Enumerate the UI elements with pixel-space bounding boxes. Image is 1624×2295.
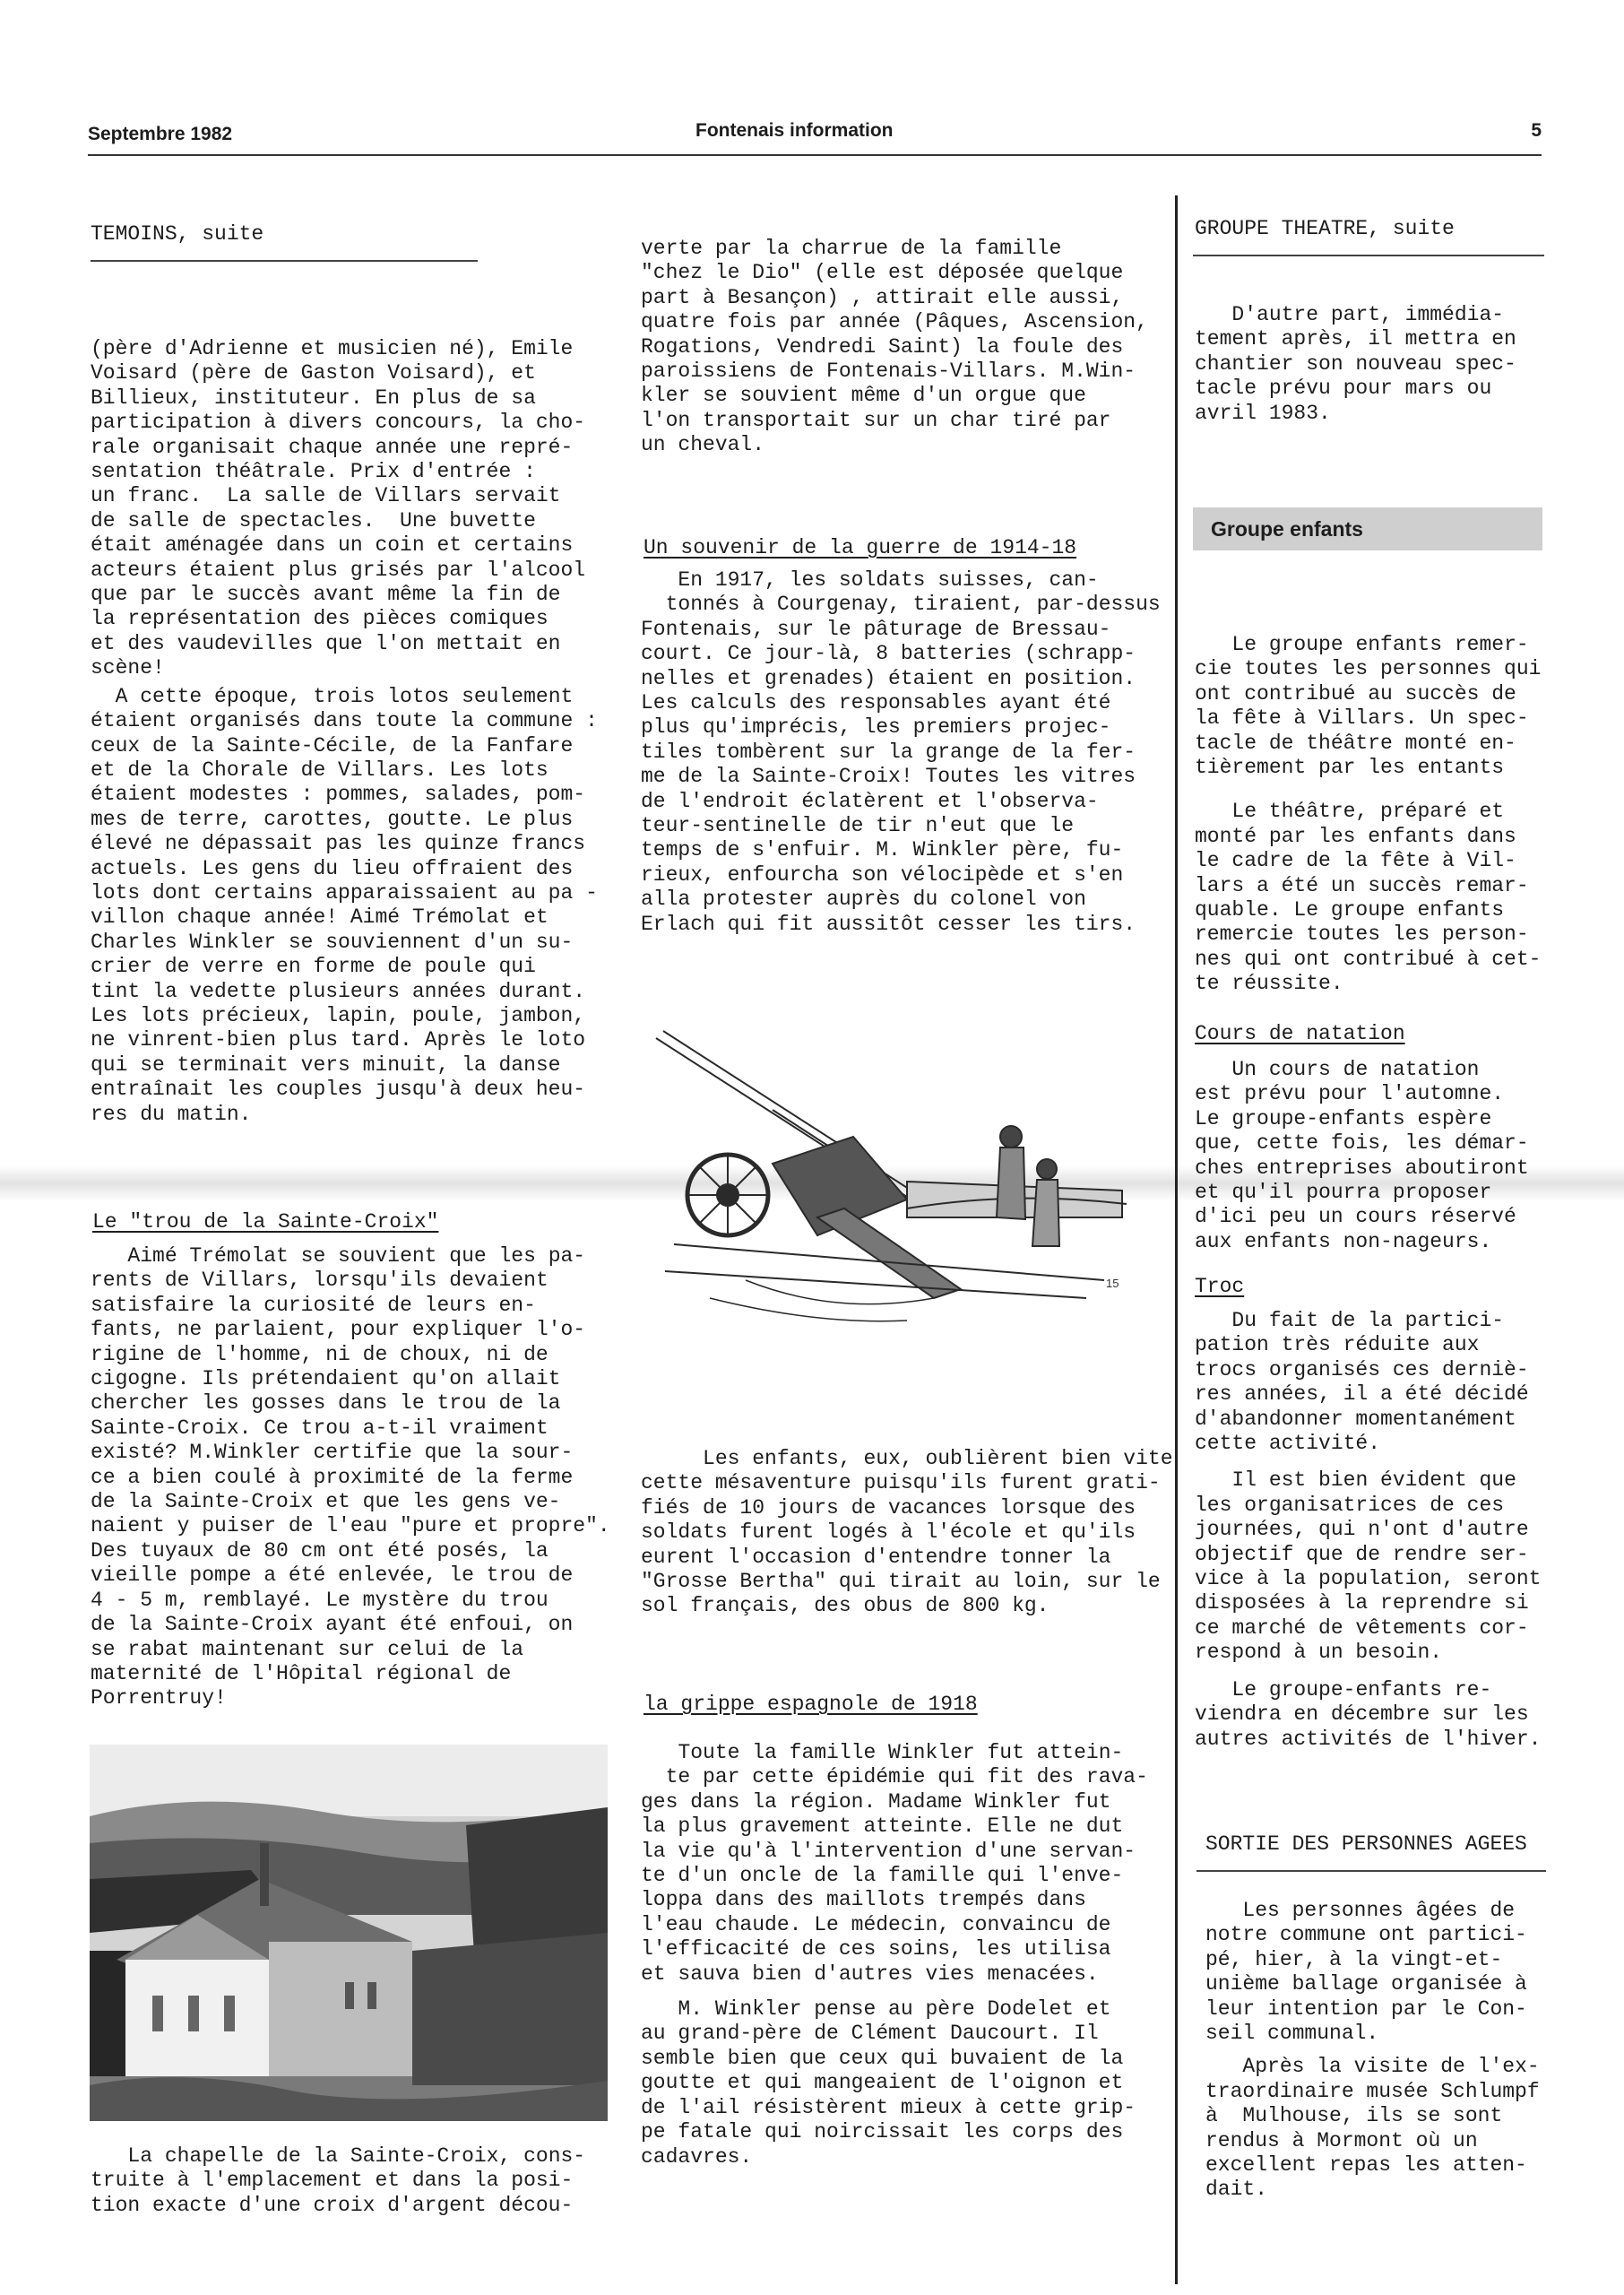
theatre-heading: GROUPE THEATRE, suite [1195, 217, 1455, 240]
paragraph: (père d'Adrienne et musicien né), Emile Voisard (père de Gaston Voisard), et Billieux, instituteur. En plus de sa participation à divers concours, la cho- rale organisait chaque année une repré- sentation théâtrale. Prix d'entrée : un franc. La salle de Villars servait de salle de spectacles. Une buvette était aménagée dans un coin et certains acteurs étaient plus grisés par l'alcool que par le succès avant même la fin de la représentation des pièces comiques et des vaudevilles que l'on mettait en scène! [91, 337, 586, 680]
badge-label: Groupe enfants [1211, 517, 1363, 541]
heading-rule [1196, 1870, 1546, 1872]
paragraph: Les enfants, eux, oublièrent bien vite cette mésaventure puisqu'ils furent grati- fiés de 10 jours de vacances lorsque des soldats furent logés à l'école et qu'ils eurent l'occasion d'entendre tonner la "Grosse Bertha" qui tirait au loin, sur le sol français, des obus de 800 kg. [641, 1447, 1173, 1618]
guerre-heading: Un souvenir de la guerre de 1914-18 [644, 536, 1077, 559]
natation-text [1195, 1058, 1529, 1254]
temoins-text [91, 337, 598, 1127]
paragraph: Après la visite de l'ex- traordinaire musée Schlumpf à Mulhouse, ils se sont rendus à Mormont où un excellent repas les atten- dait. [1205, 2055, 1540, 2202]
paragraph: Les personnes âgées de notre commune ont partici- pé, hier, à la vingt-et- unième ballage organisée à leur intention par le Con- seil communal. [1205, 1899, 1527, 2046]
enfants-guerre-text [641, 1447, 1173, 1619]
troc-text [1195, 1309, 1541, 1752]
photo-caption [91, 2144, 585, 2218]
paragraph: En 1917, les soldats suisses, can- tonnés à Courgenay, tiraient, par-dessus Fontenais, sur le pâturage de Bressau- court. Ce jour-là, 8 batteries (schrapp- nelles et grenades) étaient en position. Les calculs des responsables ayant été plus qu'imprécis, les premiers projec- tiles tombèrent sur la grange de la fer- me de la Sainte-Croix! Toutes les vitres de l'endroit éclatèrent et l'observa- teur-sentinelle de tir n'eut que le temps de s'enfuir. M. Winkler père, fu- rieux, enfourcha son vélocipède et s'en alla protester auprès du colonel von Erlach qui fit aussitôt cesser les tirs. [641, 568, 1161, 936]
paragraph: Aimé Trémolat se souvient que les pa- rents de Villars, lorsqu'ils devaient satisfaire la curiosité de leurs en- fants, ne parlaient, pour expliquer l'o- rigine de l'homme, ni de choux, ni de cigogne. Ils prétendaient qu'on allait chercher les gosses dans le trou de la Sainte-Croix. Ce trou a-t-il vraiment existé? M.Winkler certifie que la sour- ce a bien coulé à proximité de la ferme de la Sainte-Croix et que les gens ve- naient y puiser de l'eau "pure et propre". Des tuyaux de 80 cm ont été posés, la vieille pompe a été enlevée, le trou de 4 - 5 m, remblayé. Le mystère du trou de la Sainte-Croix ayant été enfoui, on se rabat maintenant sur celui de la maternité de l'Hôpital régional de Porrentruy! [91, 1244, 610, 1710]
newspaper-title: Fontenais information [695, 120, 894, 141]
groupe-enfants-badge [1193, 507, 1542, 550]
page-number: 5 [1531, 120, 1542, 141]
grippe-heading: la grippe espagnole de 1918 [644, 1693, 978, 1716]
agees-text [1205, 1899, 1540, 2203]
paragraph: Il est bien évident que les organisatrices de ces journées, qui n'ont d'autre objectif que de rendre ser- vice à la population, seront disposées à la reprendre si ce marché de vêtements cor- respond à un besoin. [1195, 1468, 1542, 1665]
agees-heading: SORTIE DES PERSONNES AGEES [1205, 1832, 1527, 1856]
column-separator [1175, 195, 1178, 2284]
paragraph: D'autre part, immédia- tement après, il mettra en chantier son nouveau spec- tacle prévu pour mars ou avril 1983. [1195, 303, 1516, 425]
grippe-text [641, 1741, 1148, 2169]
paragraph: verte par la charrue de la famille "chez le Dio" (elle est déposée quelque part à Besançon) , attirait elle aussi, quatre fois par année (Pâques, Ascension, Rogations, Vendredi Saint) la foule des paroissiens de Fontenais-Villars. M.Win- kler se souvient même d'un orgue que l'on transportait sur un char tiré par un cheval. [641, 237, 1148, 457]
paragraph: Un cours de natation est prévu pour l'automne. Le groupe-enfants espère que, cette fois, les démar- ches entreprises aboutiront et qu'il pourra proposer d'ici peu un cours réservé aux enfants non-nageurs. [1195, 1058, 1529, 1253]
paragraph: A cette époque, trois lotos seulement étaient organisés dans toute la commune : ceux de la Sainte-Cécile, de la Fanfare et de la Chorale de Villars. Les lots étaient modestes : pommes, salades, pom- mes de terre, carottes, goutte. Le plus élevé ne dépassait pas les quinze francs actuels. Les gens du lieu offraient des lots dont certains apparaissaient au pa - villon chaque année! Aimé Trémolat et Charles Winkler se souviennent d'un su- crier de verre en forme de poule qui tint la vedette plusieurs années durant. Les lots précieux, lapin, poule, jambon, ne vinrent-bien plus tard. Après le loto qui se terminait vers minuit, la danse entraînait les couples jusqu'à deux heu- res du matin. [91, 684, 598, 1126]
trou-text [91, 1244, 610, 1711]
temoins-heading: TEMOINS, suite [91, 222, 264, 246]
heading-rule [1193, 255, 1544, 256]
paragraph: Le théâtre, préparé et monté par les enfants dans le cadre de la fête à Vil- lars a été un succès remar- quable. Le groupe enfants remercie toutes les person- nes qui ont contribué à cet- te réussite. [1195, 800, 1542, 996]
figure-number: 15 [1106, 1277, 1119, 1290]
trou-heading: Le "trou de la Sainte-Croix" [92, 1210, 439, 1234]
paragraph: Le groupe enfants remer- cie toutes les personnes qui ont contribué au succès de la fête à Villars. Un spec- tacle de théâtre monté en- tièrement par les entants [1195, 633, 1542, 780]
heading-rule [91, 260, 478, 262]
theatre-text [1195, 303, 1516, 426]
cannon-illustration [638, 1011, 1140, 1330]
paragraph: Le groupe-enfants re- viendra en décembre sur les autres activités de l'hiver. [1195, 1677, 1542, 1751]
chapelle-continued [641, 237, 1148, 458]
paragraph: Toute la famille Winkler fut attein- te par cette épidémie qui fit des rava- ges dans la région. Madame Winkler fut la plus gravement atteinte. Elle ne dut la vie qu'à l'intervention d'une servan- te d'un oncle de la famille qui l'enve- loppa dans des maillots trempés dans l'eau chaude. Le médecin, convaincu de l'efficacité de ces soins, les utilisa et sauva bien d'autres vies menacées. [641, 1741, 1148, 1986]
caption: La chapelle de la Sainte-Croix, cons- truite à l'emplacement et dans la posi- tion exacte d'une croix d'argent décou- [91, 2144, 586, 2217]
guerre-text [641, 568, 1161, 937]
natation-heading: Cours de natation [1195, 1022, 1405, 1045]
paragraph: Du fait de la partici- pation très réduite aux trocs organisés ces derniè- res années, il a été décidé d'abandonner momentanément cette activité. [1195, 1309, 1529, 1456]
header-rule [88, 154, 1542, 156]
chapel-photo [90, 1745, 608, 2121]
page-header [88, 118, 1542, 158]
issue-date: Septembre 1982 [88, 124, 233, 144]
groupe-enfants-text [1195, 633, 1541, 997]
troc-heading: Troc [1195, 1275, 1245, 1298]
paragraph: M. Winkler pense au père Dodelet et au grand-père de Clément Daucourt. Il semble bien que ceux qui buvaient de la goutte et qui mangeaient de l'oignon et de l'ail résistèrent mieux à cette grip- pe fatale qui noircissait les corps des cadavres. [641, 1997, 1136, 2169]
